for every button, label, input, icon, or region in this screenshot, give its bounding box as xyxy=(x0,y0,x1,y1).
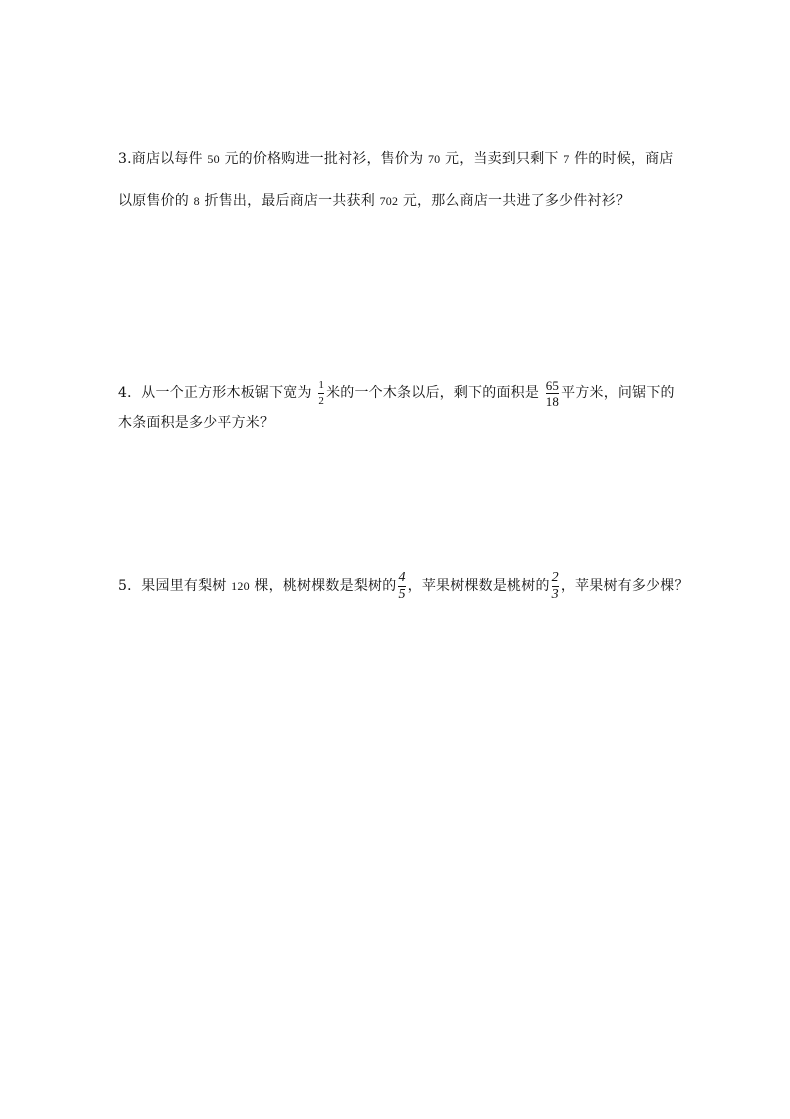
problem-3-text: 件的时候，商店 xyxy=(569,151,674,167)
problem-5-number: 120 xyxy=(231,579,250,593)
problem-3-text: 3.商店以每件 xyxy=(118,151,208,167)
problem-3-number: 7 xyxy=(563,152,570,166)
problem-3-text: 折售出，最后商店一共获利 xyxy=(199,193,380,209)
problem-3-number: 702 xyxy=(379,194,399,208)
fraction-denominator: 18 xyxy=(545,393,560,409)
fraction-denominator: 3 xyxy=(551,586,559,602)
problem-4-text: 4．从一个正方形木板锯下宽为 xyxy=(118,385,317,401)
problem-5-text: 5．果园里有梨树 xyxy=(118,578,232,594)
fraction-numerator: 4 xyxy=(398,569,406,585)
problem-5-text: 棵，桃树棵数是梨树的 xyxy=(249,578,397,594)
problem-5-text: ，苹果树棵数是桃树的 xyxy=(407,578,550,594)
problem-3-number: 50 xyxy=(207,152,220,166)
fraction-numerator: 1 xyxy=(318,378,325,391)
problem-4-text: 木条面积是多少平方米？ xyxy=(118,415,275,431)
problem-3-line-1 xyxy=(118,150,674,168)
problem-4-line-1 xyxy=(118,370,675,416)
problem-3-text: 以原售价的 xyxy=(118,193,194,209)
fraction-numerator: 2 xyxy=(551,569,559,585)
problem-5-text: ，苹果树有多少棵？ xyxy=(560,578,689,594)
fraction-bar xyxy=(318,393,324,394)
problem-4-text: 米的一个木条以后，剩下的面积是 xyxy=(326,385,544,401)
problem-3-text: 元，那么商店一共进了多少件衬衫？ xyxy=(398,193,631,209)
problem-3-line-2 xyxy=(118,192,630,210)
problem-3-number: 70 xyxy=(427,152,441,166)
problem-5-line-1 xyxy=(118,566,689,606)
fraction-65-18 xyxy=(546,379,559,408)
problem-4-text: 平方米，问锯下的 xyxy=(561,385,675,401)
problem-3-text: 元的价格购进一批衬衫，售价为 xyxy=(219,151,428,167)
problem-3-text: 元，当卖到只剩下 xyxy=(440,151,564,167)
problem-3-number: 8 xyxy=(193,194,200,208)
fraction-numerator: 65 xyxy=(545,377,560,393)
fraction-denominator: 5 xyxy=(398,586,406,602)
fraction-one-half xyxy=(318,379,324,408)
fraction-four-fifths xyxy=(398,571,405,602)
problem-4-line-2 xyxy=(118,414,274,432)
fraction-two-thirds xyxy=(552,571,559,602)
fraction-denominator: 2 xyxy=(318,394,325,407)
